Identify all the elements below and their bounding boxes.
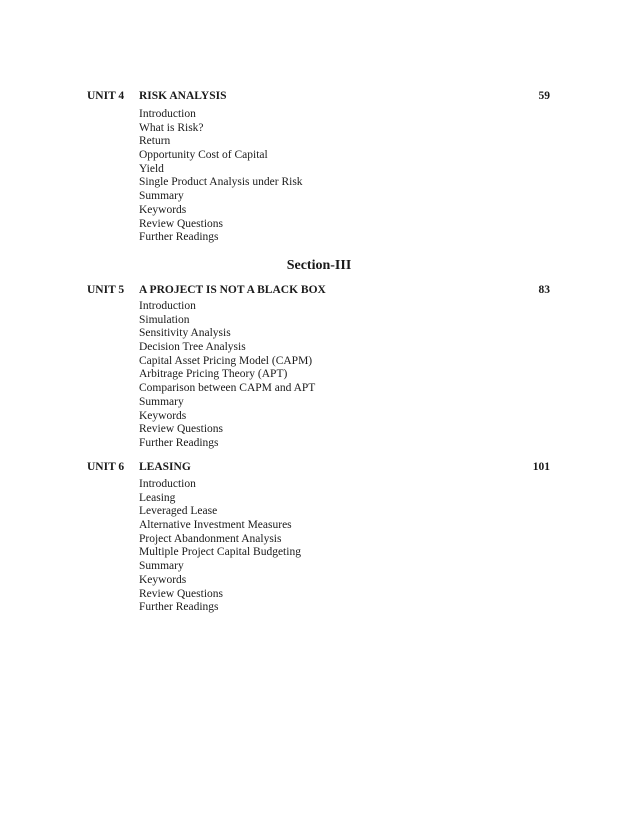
topic-item: Capital Asset Pricing Model (CAPM) <box>139 354 313 367</box>
section-heading <box>0 258 638 274</box>
topic-item: Summary <box>139 190 184 203</box>
topic-item: Opportunity Cost of Capital <box>139 149 268 162</box>
topic-item: Sensitivity Analysis <box>139 327 231 340</box>
unit-number: UNIT 5 <box>87 284 125 296</box>
topic-item: Review Questions <box>139 423 224 436</box>
topic-item: Leveraged Lease <box>139 505 218 518</box>
topic-item: Arbitrage Pricing Theory (APT) <box>139 368 288 381</box>
unit-number: UNIT 6 <box>87 461 125 473</box>
topic-item: Further Readings <box>139 601 219 614</box>
topic-item: Comparison between CAPM and APT <box>139 382 316 395</box>
topic-item: Return <box>139 135 171 148</box>
unit-page-number: 83 <box>538 284 550 296</box>
section-title: Section-III <box>286 258 352 273</box>
unit-number: UNIT 4 <box>87 90 125 102</box>
unit-4-entry <box>0 89 638 245</box>
unit-heading <box>0 283 638 303</box>
topic-item: Leasing <box>139 491 176 504</box>
topic-item: Further Readings <box>139 436 219 449</box>
topic-list <box>0 300 638 451</box>
topic-item: Alternative Investment Measures <box>139 519 292 532</box>
topic-item: Keywords <box>139 573 187 586</box>
unit-title: A PROJECT IS NOT A BLACK BOX <box>139 284 326 296</box>
unit-title: RISK ANALYSIS <box>139 90 227 102</box>
unit-page-number: 101 <box>532 461 550 473</box>
topic-item: Single Product Analysis under Risk <box>139 176 303 189</box>
topic-item: Summary <box>139 395 184 408</box>
topic-item: Introduction <box>139 300 196 312</box>
unit-5-entry <box>0 283 638 451</box>
unit-heading <box>0 89 638 109</box>
topic-item: Keywords <box>139 409 187 422</box>
topic-item: Introduction <box>139 108 196 120</box>
topic-list <box>0 108 638 245</box>
topic-item: Multiple Project Capital Budgeting <box>139 546 301 559</box>
unit-title: LEASING <box>139 461 191 473</box>
topic-item: Yield <box>139 162 164 175</box>
topic-item: Simulation <box>139 313 190 326</box>
topic-item: Introduction <box>139 478 196 490</box>
unit-6-entry <box>0 460 638 615</box>
topic-item: Project Abandonment Analysis <box>139 532 282 545</box>
topic-item: Review Questions <box>139 217 224 230</box>
topic-item: Decision Tree Analysis <box>139 341 246 354</box>
topic-item: Keywords <box>139 203 187 216</box>
topic-item: Further Readings <box>139 231 219 244</box>
topic-item: What is Risk? <box>139 121 204 134</box>
unit-page-number: 59 <box>538 90 550 102</box>
unit-heading <box>0 460 638 480</box>
topic-item: Review Questions <box>139 587 224 600</box>
topic-list <box>0 478 638 615</box>
topic-item: Summary <box>139 560 184 573</box>
